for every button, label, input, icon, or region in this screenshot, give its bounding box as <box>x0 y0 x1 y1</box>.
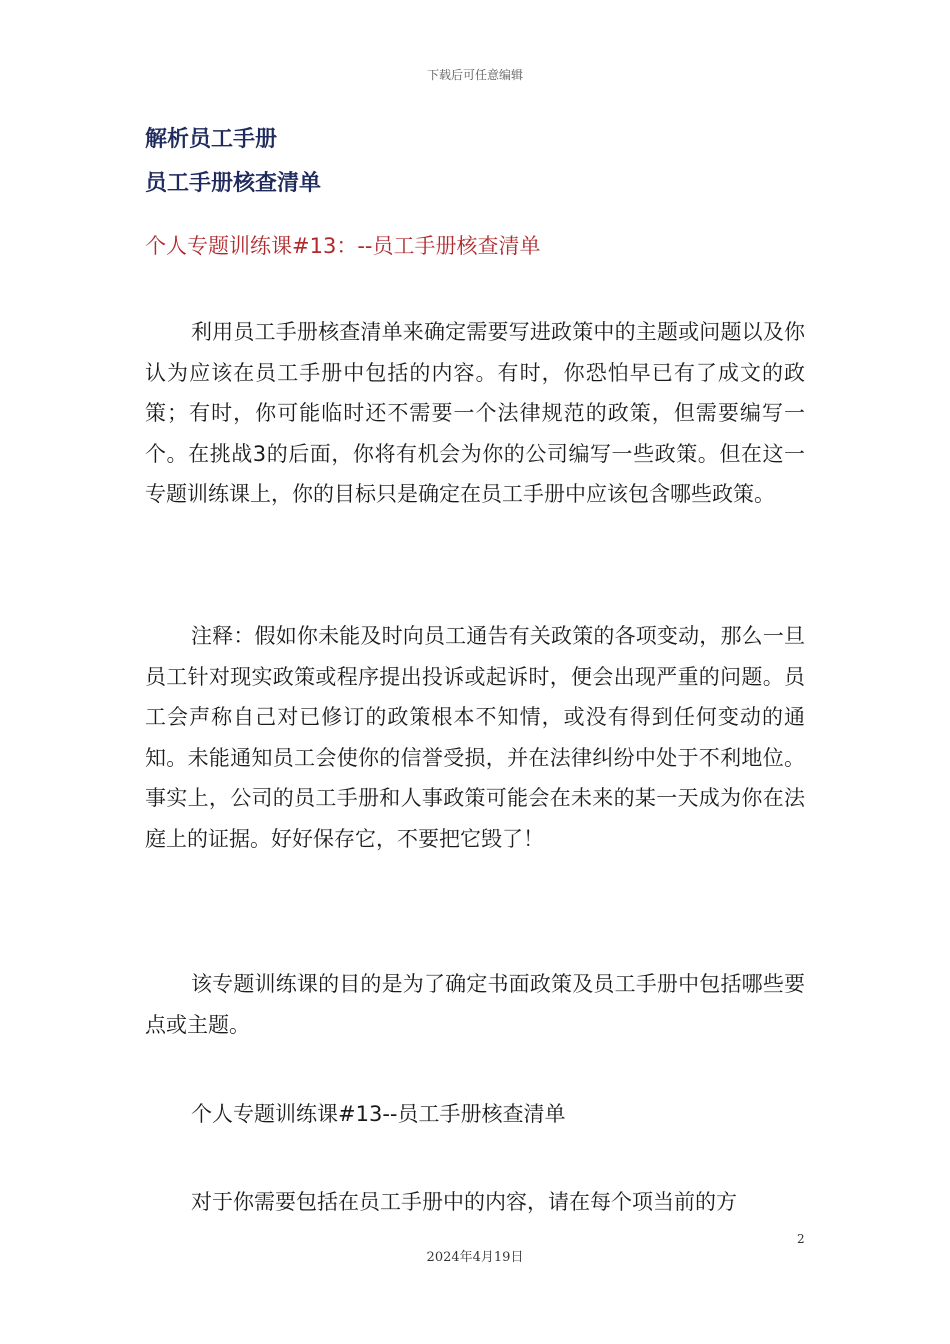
footer-date: 2024年4月19日 <box>426 1250 524 1265</box>
paragraph-section-heading: 个人专题训练课#13--员工手册核查清单 <box>191 1102 566 1126</box>
paragraph-note: 注释：假如你未能及时向员工通告有关政策的各项变动，那么一旦员工针对现实政策或程序提出投诉或起诉时，便会出现严重的问题。员工会声称自己对已修订的政策根本不知情，或没有得到任何变动的通知。未能通知员工会使你的信誉受损，并在法律纠纷中处于不利地位。事实上，公司的员工手册和人事政策可能会在未来的某一天成为你在法庭上的证据。好好保存它，不要把它毁了！ <box>145 624 805 851</box>
section-subtitle: 个人专题训练课#13：--员工手册核查清单 <box>145 234 541 258</box>
document-title-line-2: 员工手册核查清单 <box>145 171 322 196</box>
paragraph-instructions: 对于你需要包括在员工手册中的内容，请在每个项当前的方 <box>191 1190 737 1214</box>
paragraph-purpose: 该专题训练课的目的是为了确定书面政策及员工手册中包括哪些要点或主题。 <box>145 972 805 1037</box>
page-number: 2 <box>797 1232 805 1246</box>
paragraph-intro: 利用员工手册核查清单来确定需要写进政策中的主题或问题以及你认为应该在员工手册中包括的内容。有时，你恐怕早已有了成文的政策；有时，你可能临时还不需要一个法律规范的政策，但需要编写一个。在挑战3的后面，你将有机会为你的公司编写一些政策。但在这一专题训练课上，你的目标只是确定在员工手册中应该包含哪些政策。 <box>145 320 805 507</box>
document-title-line-1: 解析员工手册 <box>145 127 278 152</box>
header-note: 下载后可任意编辑 <box>426 68 523 82</box>
